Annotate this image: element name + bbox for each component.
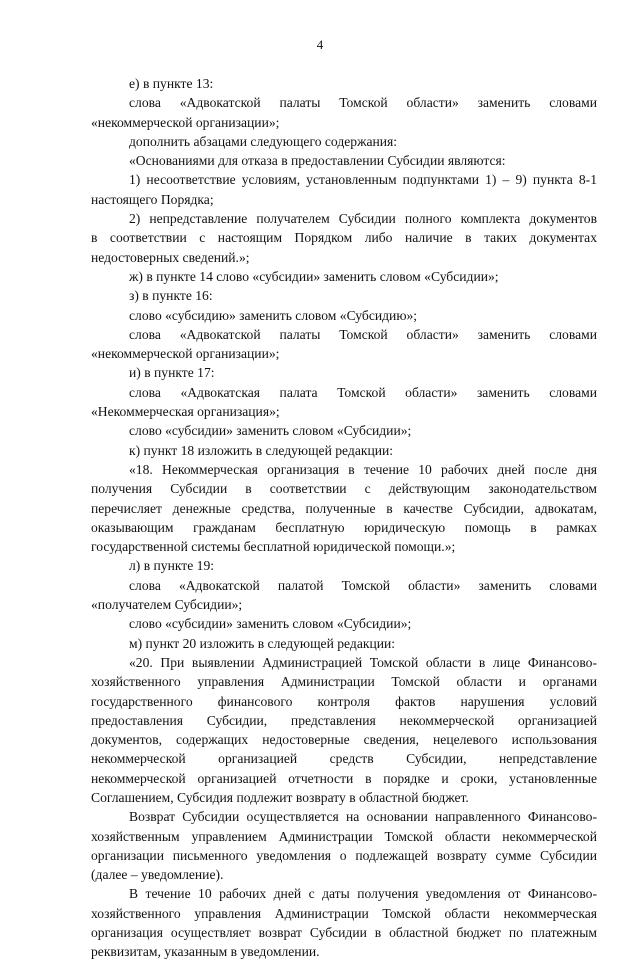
- text-line: е) в пункте 13:: [129, 76, 214, 91]
- text-line: «18. Некоммерческая организация в течение 10 рабочих дней после дня: [129, 461, 597, 477]
- text-line: слова «Адвокатской палаты Томской области» заменить словами: [129, 95, 597, 111]
- text-line: «некоммерческой организации»;: [91, 346, 280, 362]
- text-line: оказывающим гражданам бесплатную юридическую помощь в рамках: [91, 519, 597, 535]
- text-line: к) пункт 18 изложить в следующей редакции:: [129, 442, 394, 458]
- text-line: слово «субсидии» заменить словом «Субсидии»;: [129, 616, 412, 632]
- text-line: «получателем Субсидии»;: [91, 597, 243, 613]
- text-line: и) в пункте 17:: [129, 365, 215, 381]
- text-line: «20. При выявлении Администрацией Томской области в лице Финансово-: [129, 654, 597, 670]
- text-line: слово «субсидии» заменить словом «Субсидии»;: [129, 423, 412, 439]
- text-line: з) в пункте 16:: [129, 288, 213, 304]
- text-line: получения Субсидии в соответствии с действующим законодательством: [91, 481, 597, 497]
- text-line: хозяйственного управления Администрации Томской области некоммерческая: [91, 905, 597, 921]
- text-line: настоящего Порядка;: [91, 191, 214, 207]
- text-line: «Основаниями для отказа в предоставлении Субсидии являются:: [129, 153, 506, 169]
- text-line: документов, содержащих недостоверные сведения, нецелевого использования: [91, 732, 597, 748]
- text-line: дополнить абзацами следующего содержания:: [129, 133, 398, 149]
- text-line: государственной системы бесплатной юридической помощи.»;: [91, 539, 456, 555]
- text-line: организации письменного уведомления о подлежащей возврату сумме Субсидии: [91, 847, 597, 863]
- text-line: Соглашением, Субсидия подлежит возврату в областной бюджет.: [91, 789, 469, 805]
- text-line: «Некоммерческая организация»;: [91, 404, 280, 420]
- text-line: слова «Адвокатская палата Томской области» заменить словами: [129, 384, 597, 400]
- text-line: хозяйственным управлением Администрации Томской области некоммерческой: [91, 828, 597, 844]
- text-line: государственного финансового контроля фактов нарушения условий: [91, 693, 597, 709]
- text-line: реквизитам, указанным в уведомлении.: [91, 944, 320, 960]
- text-line: в соответствии с настоящим Порядком либо наличие в таких документах: [91, 230, 597, 246]
- text-line: слова «Адвокатской палаты Томской области» заменить словами: [129, 326, 597, 342]
- text-line: ж) в пункте 14 слово «субсидии» заменить словом «Субсидии»;: [129, 268, 499, 284]
- text-line: слова «Адвокатской палатой Томской области» заменить словами: [129, 577, 597, 593]
- text-line: 1) несоответствие условиям, установленным подпунктами 1) – 9) пункта 8-1: [129, 172, 597, 188]
- text-line: 2) непредставление получателем Субсидии полного комплекта документов: [129, 211, 597, 227]
- page-number: 4: [316, 37, 324, 52]
- text-line: некоммерческой организацией средств Субсидии, непредставление: [91, 751, 597, 767]
- text-line: хозяйственного управления Администрации Томской области и органами: [91, 674, 597, 690]
- text-line: некоммерческой организацией отчетности в порядке и сроки, установленные: [91, 770, 597, 786]
- text-line: слово «субсидию» заменить словом «Субсидию»;: [129, 307, 418, 323]
- text-line: «некоммерческой организации»;: [91, 114, 280, 130]
- text-line: перечисляет денежные средства, полученные в качестве Субсидии, адвокатам,: [91, 500, 597, 516]
- text-line: (далее – уведомление).: [91, 867, 224, 883]
- document-body: [91, 74, 597, 962]
- text-line: Возврат Субсидии осуществляется на основании направленного Финансово-: [129, 809, 597, 825]
- text-line: организация осуществляет возврат Субсидии в областной бюджет по платежным: [91, 925, 597, 941]
- text-line: В течение 10 рабочих дней с даты получения уведомления от Финансово-: [129, 886, 597, 902]
- text-line: предоставления Субсидии, представления некоммерческой организацией: [91, 712, 597, 728]
- text-line: недостоверных сведений.»;: [91, 249, 250, 265]
- text-line: л) в пункте 19:: [129, 558, 215, 574]
- text-line: м) пункт 20 изложить в следующей редакции:: [129, 635, 396, 651]
